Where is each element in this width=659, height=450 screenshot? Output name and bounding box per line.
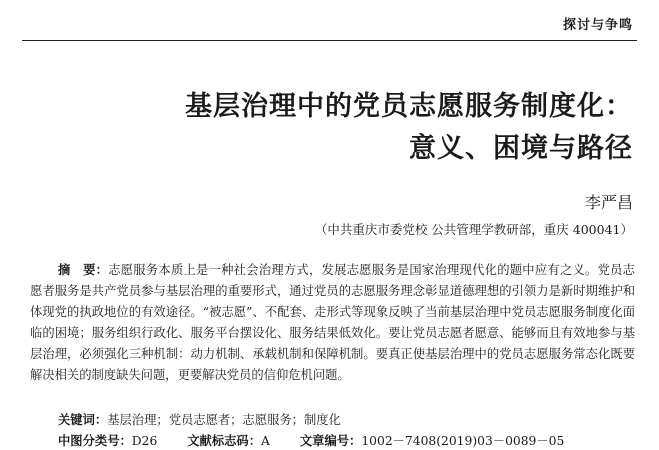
clc-value: D26 — [131, 434, 158, 448]
doc-code-item — [187, 434, 270, 448]
section-tag: 探讨与争鸣 — [562, 18, 633, 33]
title-line-1: 基层治理中的党员志愿服务制度化： — [185, 91, 633, 122]
doc-code-label: 文献标志码： — [187, 434, 262, 448]
classification-line — [58, 431, 590, 449]
author-affiliation: （中共重庆市委党校 公共管理学教研部，重庆 400041） — [314, 222, 633, 237]
doc-code-value: A — [261, 434, 270, 448]
title-line-2: 意义、困境与路径 — [409, 133, 633, 164]
clc-label: 中图分类号： — [58, 434, 132, 448]
abstract-block — [30, 260, 635, 386]
header-divider — [22, 40, 637, 41]
keywords-text: 基层治理；党员志愿者；志愿服务；制度化 — [107, 413, 341, 427]
keywords-line — [58, 410, 341, 428]
article-title — [185, 86, 633, 170]
article-no-label: 文章编号： — [299, 434, 362, 448]
abstract-label: 摘 要： — [58, 263, 109, 277]
keywords-label: 关键词： — [58, 413, 108, 427]
abstract-text: 志愿服务本质上是一种社会治理方式，发展志愿服务是国家治理现代化的题中应有之义。党员志愿者服务是共产党员参与基层治理的重要形式，通过党员的志愿服务理念彰显道德理想的引领力是新时期维护和体现党的执政地位的有效途径。“被志愿”、不配套、走形式等现象反映了当前基层治理中党员志愿服务制度化面临的困境；服务组织行政化、服务平台摆设化、服务结果低效化。要让党员志愿者愿意、能够而且有效地参与基层治理，必须强化三种机制：动力机制、承载机制和保障机制。要真正使基层治理中的党员志愿服务常态化既要解决相关的制度缺失问题，更要解决党员的信仰危机问题。 — [30, 263, 635, 382]
author-name: 李严昌 — [584, 193, 633, 212]
article-no-value: 1002－7408(2019)03－0089－05 — [361, 434, 565, 448]
article-no-item — [300, 434, 564, 448]
clc-item — [58, 434, 157, 448]
journal-header — [563, 14, 633, 33]
